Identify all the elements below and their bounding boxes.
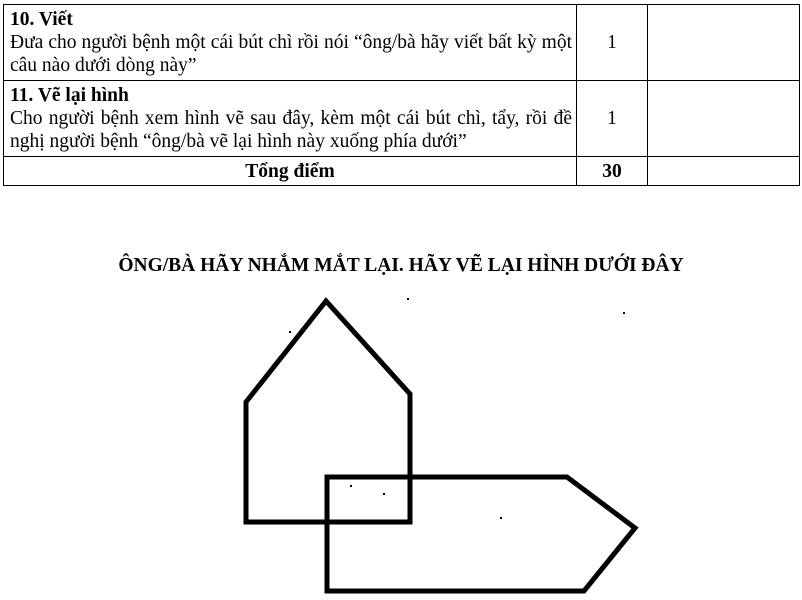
table-row (4, 81, 800, 157)
arrow-pentagon (327, 477, 635, 591)
item-title: 10. Viết (10, 9, 73, 30)
item-text: Đưa cho người bệnh một cái bút chì rồi nói “ông/bà hãy viết bất kỳ một câu nào dưới dòng này” (10, 32, 572, 76)
notes-cell (648, 81, 800, 157)
scoring-table (3, 4, 800, 186)
scan-specks (262, 298, 625, 519)
total-label: Tổng điểm (4, 157, 577, 186)
drawing-instruction: ÔNG/BÀ HÃY NHẮM MẮT LẠI. HÃY VẼ LẠI HÌNH DƯỚI ĐÂY (118, 255, 684, 276)
notes-cell (648, 5, 800, 81)
item-cell (4, 81, 577, 157)
total-row (4, 157, 800, 186)
item-title: 11. Vẽ lại hình (10, 85, 129, 106)
item-cell (4, 5, 577, 81)
overlapping-pentagons-icon (0, 290, 802, 600)
points-cell: 1 (577, 5, 648, 81)
total-points: 30 (577, 157, 648, 186)
item-text: Cho người bệnh xem hình vẽ sau đây, kèm một cái bút chì, tẩy, rồi đề nghị người bệnh “ông/bà vẽ lại hình này xuống phía dưới” (10, 108, 572, 152)
points-cell: 1 (577, 81, 648, 157)
table-row (4, 5, 800, 81)
total-notes (648, 157, 800, 186)
